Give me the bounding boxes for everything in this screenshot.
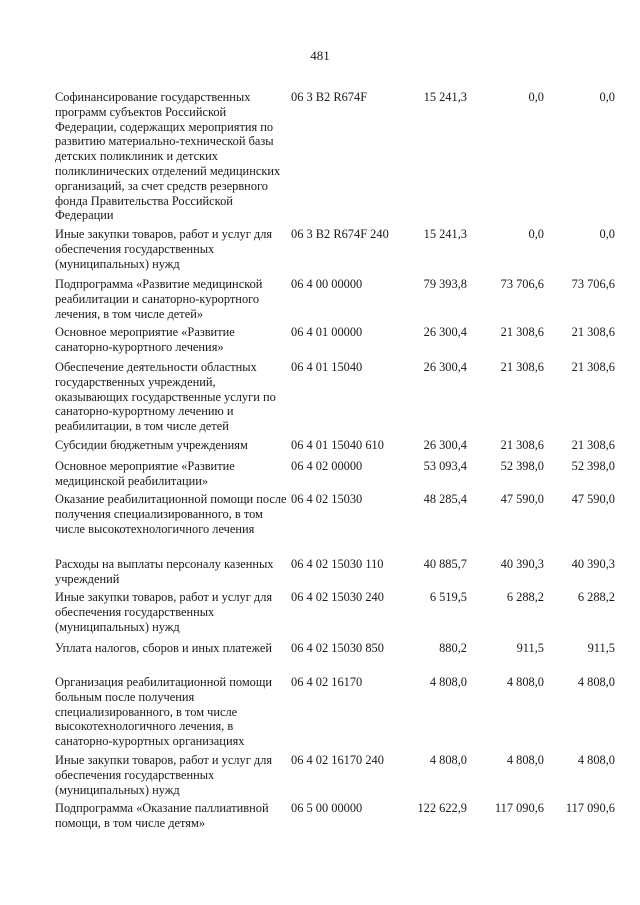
row-name: Уплата налогов, сборов и иных платежей [55,641,273,655]
row-value-2: 0,0 [528,227,544,241]
row-code: 06 4 02 15030 [291,492,363,506]
row-name: Оказание реабилитационной помощи после получения специализированного, в том числе высокотехнологичного лечения [55,492,287,536]
row-value-1: 26 300,4 [423,360,467,374]
row-code: 06 4 01 15040 610 [291,438,384,452]
row-value-1: 40 885,7 [423,557,467,571]
row-value-3: 117 090,6 [565,801,615,815]
row-name: Софинансирование государственных программ субъектов Российской Федерации, содержащих мероприятия по развитию материально-технической базы детских поликлиник и детских поликлинических отделений медицинских организаций, за счет средств резервного фонда Правительства Российской Федерации [55,90,281,223]
row-value-2: 73 706,6 [500,277,544,291]
row-name: Иные закупки товаров, работ и услуг для обеспечения государственных (муниципальных) нужд [55,590,273,634]
row-value-2: 40 390,3 [500,557,544,571]
row-value-3: 47 590,0 [571,492,615,506]
row-code: 06 4 02 16170 [291,675,363,689]
row-value-2: 0,0 [528,90,544,104]
row-value-1: 6 519,5 [429,590,467,604]
row-value-3: 4 808,0 [577,675,615,689]
row-name: Основное мероприятие «Развитие медицинской реабилитации» [55,459,235,488]
row-value-1: 48 285,4 [423,492,467,506]
row-value-1: 4 808,0 [429,753,467,767]
row-value-1: 53 093,4 [423,459,467,473]
row-value-3: 6 288,2 [577,590,615,604]
row-value-3: 0,0 [599,90,615,104]
row-name: Основное мероприятие «Развитие санаторно-курортного лечения» [55,325,235,354]
row-name: Иные закупки товаров, работ и услуг для обеспечения государственных (муниципальных) нужд [55,227,273,271]
row-value-1: 26 300,4 [423,438,467,452]
row-value-2: 21 308,6 [500,360,544,374]
row-value-2: 4 808,0 [506,753,544,767]
row-value-2: 21 308,6 [500,438,544,452]
row-code: 06 3 В2 R674F [291,90,368,104]
row-value-3: 21 308,6 [571,325,615,339]
row-value-2: 47 590,0 [500,492,544,506]
row-name: Расходы на выплаты персоналу казенных учреждений [55,557,274,586]
row-value-1: 26 300,4 [423,325,467,339]
row-code: 06 4 02 16170 240 [291,753,384,767]
row-value-2: 117 090,6 [494,801,544,815]
row-value-2: 21 308,6 [500,325,544,339]
row-value-3: 911,5 [587,641,615,655]
row-value-3: 0,0 [599,227,615,241]
row-value-1: 880,2 [439,641,467,655]
row-name: Организация реабилитационной помощи больным после получения специализированного, в том числе высокотехнологичного лечения, в санаторно-курортных организациях [55,675,273,749]
row-value-3: 21 308,6 [571,438,615,452]
row-value-2: 52 398,0 [500,459,544,473]
row-value-1: 122 622,9 [417,801,467,815]
row-value-2: 911,5 [516,641,544,655]
row-code: 06 3 В2 R674F 240 [291,227,389,241]
row-value-3: 21 308,6 [571,360,615,374]
row-value-3: 52 398,0 [571,459,615,473]
row-name: Иные закупки товаров, работ и услуг для обеспечения государственных (муниципальных) нужд [55,753,273,797]
row-name: Подпрограмма «Оказание паллиативной помощи, в том числе детям» [55,801,269,830]
row-value-2: 6 288,2 [506,590,544,604]
row-name: Подпрограмма «Развитие медицинской реабилитации и санаторно-курортного лечения, в том числе детей» [55,277,263,321]
row-code: 06 5 00 00000 [291,801,363,815]
row-value-3: 40 390,3 [571,557,615,571]
row-code: 06 4 01 00000 [291,325,363,339]
row-value-3: 4 808,0 [577,753,615,767]
row-value-3: 73 706,6 [571,277,615,291]
row-value-1: 79 393,8 [423,277,467,291]
row-code: 06 4 01 15040 [291,360,363,374]
row-value-1: 15 241,3 [423,90,467,104]
row-code: 06 4 02 00000 [291,459,363,473]
row-value-1: 4 808,0 [429,675,467,689]
row-code: 06 4 00 00000 [291,277,363,291]
row-value-2: 4 808,0 [506,675,544,689]
row-code: 06 4 02 15030 240 [291,590,384,604]
row-name: Субсидии бюджетным учреждениям [55,438,248,452]
page-number: 481 [310,48,330,63]
row-name: Обеспечение деятельности областных государственных учреждений, оказывающих государственные услуги по санаторно-курортному лечению и реабилитации, в том числе детей [55,360,276,434]
row-code: 06 4 02 15030 850 [291,641,384,655]
row-code: 06 4 02 15030 110 [291,557,384,571]
row-value-1: 15 241,3 [423,227,467,241]
